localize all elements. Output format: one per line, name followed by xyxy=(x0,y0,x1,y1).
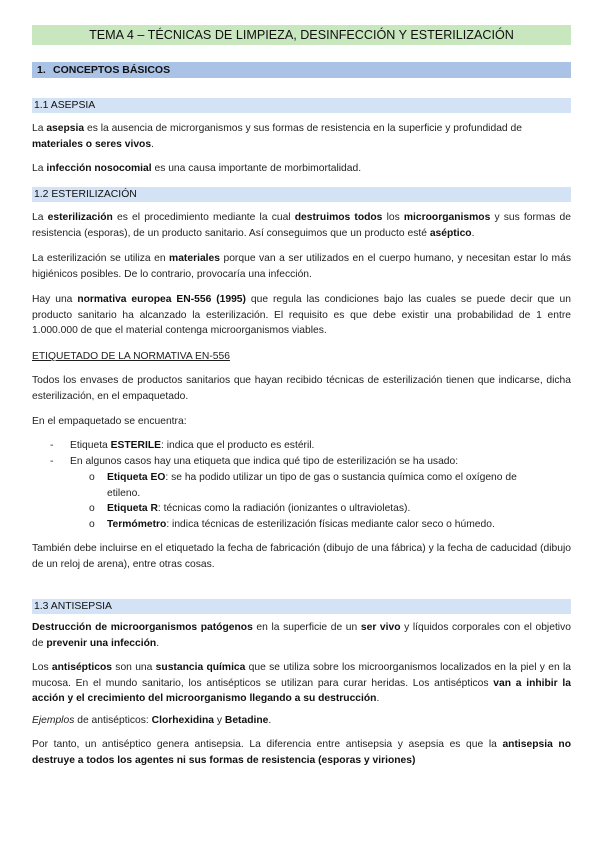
sublist-item-termometro: Termómetro: indica técnicas de esterilización físicas mediante calor seco o húmedo. xyxy=(107,519,495,530)
paragraph-esterilizacion-materiales: La esterilización se utiliza en materiales porque van a ser utilizados en el cuerpo humano, y necesitan estar lo más higiénicos posibles. De lo contrario, provocaría una infección. xyxy=(32,253,571,280)
section-number: 1. xyxy=(37,64,46,76)
heading-antisepsia-text: 1.3 ANTISEPSIA xyxy=(34,601,112,612)
paragraph-esterilizacion-definition: La esterilización es el procedimiento mediante la cual destruimos todos los microorganismos y sus formas de resistencia (esporas), de un producto sanitario. Así conseguimos que un producto esté aséptico. xyxy=(32,212,571,239)
heading-asepsia xyxy=(32,98,571,113)
paragraph-empaquetado: En el empaquetado se encuentra: xyxy=(32,416,187,427)
paragraph-normativa: Hay una normativa europea EN-556 (1995) que regula las condiciones bajo las cuales se puede decir que un producto sanitario ha alcanzado la esterilización. El requisito es que debe existir una probabilidad de 1 entre 1.000.000 de que el material contenga microorganismos viables. xyxy=(32,294,572,336)
list-dash: - xyxy=(50,440,54,451)
paragraph-infeccion-nosocomial: La infección nosocomial es una causa importante de morbimortalidad. xyxy=(32,163,362,174)
paragraph-ejemplos: Ejemplos de antisépticos: Clorhexidina y Betadine. xyxy=(32,715,272,726)
list-dash: - xyxy=(50,456,54,467)
sublist-item-r: Etiqueta R: técnicas como la radiación (ionizantes o ultravioletas). xyxy=(107,503,411,514)
list-circle: o xyxy=(89,472,95,483)
heading-asepsia-text: 1.1 ASEPSIA xyxy=(34,100,96,111)
heading-esterilizacion-text: 1.2 ESTERILIZACIÓN xyxy=(34,189,137,200)
heading-antisepsia xyxy=(32,599,571,614)
paragraph-envases: Todos los envases de productos sanitarios que hayan recibido técnicas de esterilización tienen que indicarse, dicha esterilización, en el empaquetado. xyxy=(32,375,571,402)
paragraph-antisepticos: Los antisépticos son una sustancia química que se utiliza sobre los microorganismos localizados en la piel y en la mucosa. En el mundo sanitario, los antisépticos se utilizan para curar heridas. Los antisépticos van a inhibir la acción y el crecimiento del microorganismo llegando a su destrucción. xyxy=(32,662,571,704)
document-title: TEMA 4 – TÉCNICAS DE LIMPIEZA, DESINFECCIÓN Y ESTERILIZACIÓN xyxy=(32,25,571,45)
heading-esterilizacion xyxy=(32,187,571,202)
list-circle: o xyxy=(89,503,95,514)
section-label: CONCEPTOS BÁSICOS xyxy=(53,64,171,76)
paragraph-asepsia-definition: La asepsia es la ausencia de microrganismos y sus formas de resistencia en la superficie y profundidad de materiales o seres vivos. xyxy=(32,123,522,150)
subheading-etiquetado: ETIQUETADO DE LA NORMATIVA EN-556 xyxy=(32,351,230,362)
list-item-tipo-esterilizacion: En algunos casos hay una etiqueta que indica qué tipo de esterilización se ha usado: xyxy=(70,456,459,467)
paragraph-diferencia: Por tanto, un antiséptico genera antisepsia. La diferencia entre antisepsia y asepsia es que la antisepsia no destruye a todos los agentes ni sus formas de resistencia (esporas y viriones) xyxy=(32,739,571,766)
paragraph-fecha-caducidad: También debe incluirse en el etiquetado la fecha de fabricación (dibujo de una fábrica) y la fecha de caducidad (dibujo de un reloj de arena), entre otras cosas. xyxy=(32,543,571,570)
sublist-item-eo: Etiqueta EO: se ha podido utilizar un tipo de gas o sustancia química como el oxígeno de etileno. xyxy=(107,472,517,499)
paragraph-antisepsia-definition: Destrucción de microorganismos patógenos en la superficie de un ser vivo y líquidos corporales con el objetivo de prevenir una infección. xyxy=(32,622,571,649)
section-heading-conceptos xyxy=(32,62,571,78)
list-circle: o xyxy=(89,519,95,530)
list-item-esterile: Etiqueta ESTERILE: indica que el producto es estéril. xyxy=(70,440,315,451)
